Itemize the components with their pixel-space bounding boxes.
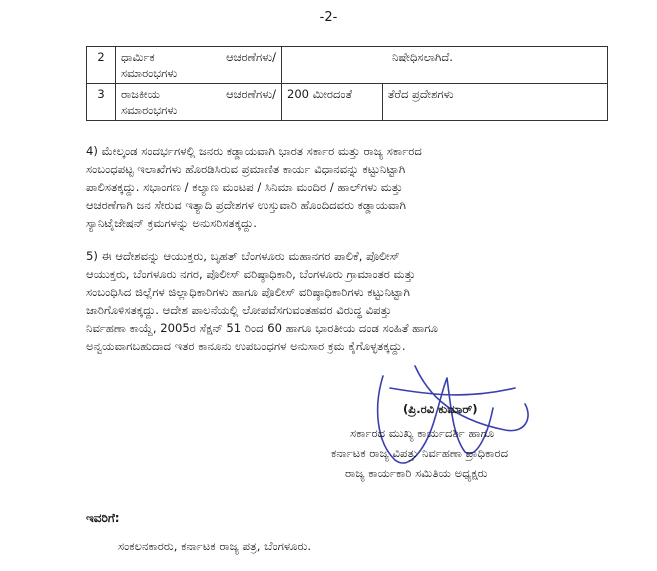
text-line: ಸಂಬಂಧಪಟ್ಟ ಇಲಾಖೆಗಳು ಹೊರಡಿಸಿರುವ ಪ್ರಮಾಣಿತ ಕಾರ್ಯ ವಿಧಾನವನ್ನು ಕಟ್ಟುನಿಟ್ಟಾಗಿ — [86, 162, 406, 176]
text-line: ಆಚರಣೆಗಾಗಿ ಜನ ಸೇರುವ ಇತ್ಯಾದಿ ಪ್ರದೇಶಗಳ ಉಸ್ತುವಾರಿ ಹೊಂದಿದವರು ಕಡ್ಡಾಯವಾಗಿ — [86, 198, 406, 212]
table-row — [87, 84, 608, 121]
row-item — [116, 47, 282, 84]
recipient-item: ಸಂಕಲನಕಾರರು, ಕರ್ನಾಟಕ ರಾಜ್ಯ ಪತ್ರ, ಬೆಂಗಳೂರು. — [118, 539, 312, 553]
text-line: ಆಯುಕ್ತರು, ಬೆಂಗಳೂರು ನಗರ, ಪೊಲೀಸ್ ವರಿಷ್ಠಾಧಿಕಾರಿ, ಬೆಂಗಳೂರು ಗ್ರಾಮಾಂತರ ಮತ್ತು — [86, 267, 416, 281]
row-rule: ತೆರೆದ ಪ್ರದೇಶಗಳು — [382, 84, 607, 121]
signatory-name: (ಪ್ರಿ.ರವಿ ಕುಮಾರ್) — [403, 402, 478, 416]
item-word: ಸಮಾರಂಭಗಳು — [121, 103, 178, 117]
text-line: ಪಾಲಿಸತಕ್ಕದ್ದು. ಸಭಾಂಗಣ / ಕಲ್ಯಾಣ ಮಂಟಪ / ಸಿನಿಮಾ ಮಂದಿರ / ಹಾಲ್‌ಗಳು ಮತ್ತು — [86, 180, 403, 194]
item-word: ಧಾರ್ಮಿಕ — [121, 50, 155, 64]
text-line: 5) ಈ ಆದೇಶವನ್ನು ಆಯುಕ್ತರು, ಬೃಹತ್ ಬೆಂಗಳೂರು ಮಹಾನಗರ ಪಾಲಿಕೆ, ಪೊಲೀಸ್ — [86, 249, 400, 263]
row-number: 3 — [87, 84, 116, 121]
paragraph-4 — [86, 142, 586, 232]
signatory-designation-3: ರಾಜ್ಯ ಕಾರ್ಯಕಾರಿ ಸಮಿತಿಯ ಅಧ್ಯಕ್ಷರು — [345, 466, 488, 480]
text-line: ಅನ್ವಯವಾಗಬಹುದಾದ ಇತರ ಕಾನೂನು ಉಪಬಂಧಗಳ ಅನುಸಾರ ಕ್ರಮ ಕೈಗೊಳ್ಳತಕ್ಕದ್ದು. — [86, 339, 406, 353]
text-line: ನಿರ್ವಹಣಾ ಕಾಯ್ದೆ, 2005ರ ಸೆಕ್ಷನ್ 51 ರಿಂದ 60 ಹಾಗೂ ಭಾರತೀಯ ದಂಡ ಸಂಹಿತೆ ಹಾಗೂ — [86, 321, 438, 335]
regulations-table — [86, 46, 608, 121]
text-line: ಸಂಬಂಧಿಸಿದ ಜಿಲ್ಲೆಗಳ ಜಿಲ್ಲಾಧಿಕಾರಿಗಳು ಹಾಗೂ ಪೊಲೀಸ್ ವರಿಷ್ಠಾಧಿಕಾರಿಗಳು ಕಟ್ಟುನಿಟ್ಟಾಗಿ — [86, 285, 410, 299]
row-limit: 200 ಮೀರದಂತೆ — [282, 84, 383, 121]
signatory-designation-1: ಸರ್ಕಾರದ ಮುಖ್ಯ ಕಾರ್ಯದರ್ಶಿ ಹಾಗೂ — [350, 426, 495, 440]
item-word: ಆಚರಣೆಗಳು/ — [226, 50, 276, 64]
row-number: 2 — [87, 47, 116, 84]
page-number: -2- — [319, 10, 338, 25]
table-row — [87, 47, 608, 84]
item-word: ಸಮಾರಂಭಗಳು — [121, 66, 178, 80]
item-word: ಆಚರಣೆಗಳು/ — [226, 87, 276, 101]
text-line: 4) ಮೇಲ್ಕಂಡ ಸಂದರ್ಭಗಳಲ್ಲಿ ಜನರು ಕಡ್ಡಾಯವಾಗಿ ಭಾರತ ಸರ್ಕಾರ ಮತ್ತು ರಾಜ್ಯ ಸರ್ಕಾರದ — [86, 144, 422, 158]
row-item — [116, 84, 282, 121]
signatory-designation-2: ಕರ್ನಾಟಕ ರಾಜ್ಯ ವಿಪತ್ತು ನಿರ್ವಹಣಾ ಪ್ರಾಧಿಕಾರದ — [331, 446, 509, 460]
text-line: ಜಾರಿಗೊಳಿಸತಕ್ಕದ್ದು. ಆದೇಶ ಪಾಲನೆಯಲ್ಲಿ ಲೋಪವೆಸಗುವಂತಹವರ ವಿರುದ್ಧ ವಿಪತ್ತು — [86, 303, 392, 317]
paragraph-5 — [86, 247, 586, 355]
recipients-heading: ಇವರಿಗೆ: — [86, 511, 120, 525]
text-line: ಸ್ಯಾನಿಟೈಜೇಷನ್ ಕ್ರಮಗಳನ್ನು ಅನುಸರಿಸತಕ್ಕದ್ದು. — [86, 216, 257, 230]
item-word: ರಾಜಕೀಯ — [121, 87, 160, 101]
row-rule: ನಿಷೇಧಿಸಲಾಗಿದೆ. — [282, 47, 608, 84]
